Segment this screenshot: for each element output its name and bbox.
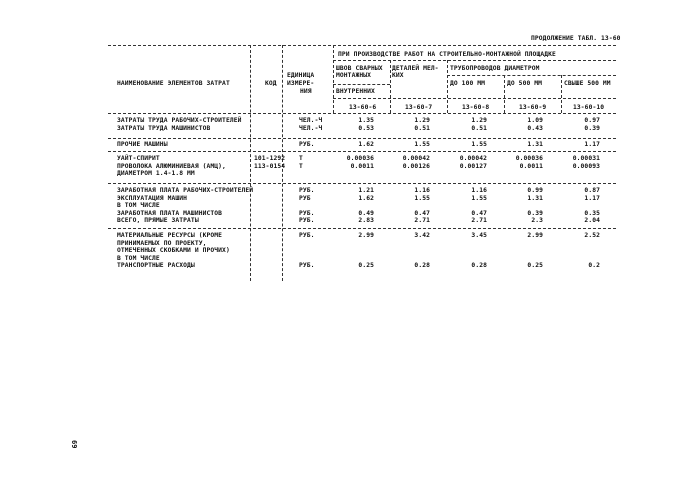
column-code-1: 13-60-6 (349, 104, 377, 111)
header-sub1-line-2: МОНТАЖНЫХ (336, 72, 372, 79)
row-name: ЗАТРАТЫ ТРУДА МАШИНИСТОВ (117, 124, 211, 132)
row-unit: РУБ. (299, 232, 315, 239)
row-value-3: 1.16 (471, 187, 487, 194)
row-value-1: 0.0011 (350, 162, 374, 170)
row-value-3: 0.00042 (459, 155, 487, 162)
row-name: ЗАРАБОТНАЯ ПЛАТА РАБОЧИХ-СТРОИТЕЛЕЙ (117, 187, 254, 194)
row-value-5: 2.04 (584, 217, 600, 225)
row-value-4: 1.31 (527, 141, 543, 148)
rule-sub1 (333, 84, 390, 85)
header-sub1-inner: ВНУТРЕННИХ (336, 88, 375, 95)
row-value-5: 0.39 (584, 124, 600, 132)
rule-top (108, 45, 616, 46)
row-value-1: 0.53 (358, 124, 374, 132)
row-value-1: 0.00036 (346, 155, 374, 162)
header-unit-line-1: ЕДИНИЦА (287, 72, 315, 79)
row-value-3: 1.29 (471, 117, 487, 124)
row-value-5: 0.35 (584, 209, 600, 217)
vrule-5 (447, 60, 448, 113)
row-name: УАЙТ-СПИРИТ (117, 155, 160, 162)
rule-section-4 (108, 228, 616, 229)
row-unit: ЧЕЛ.-Ч (299, 117, 323, 124)
row-value-2: 0.28 (414, 262, 430, 270)
row-name: ОТМЕЧЕННЫХ СКОБКАМИ И ПРОЧИХ) (117, 247, 230, 255)
row-value-4: 0.0011 (519, 162, 543, 170)
row-unit: РУБ (299, 194, 311, 202)
row-value-3: 1.55 (471, 194, 487, 202)
row-value-5: 1.17 (584, 141, 600, 148)
header-sub3-col-3: СВЫШЕ 500 ММ (564, 80, 611, 87)
row-value-4: 2.99 (527, 232, 543, 239)
row-unit: РУБ. (299, 209, 315, 217)
row-value-4: 0.99 (527, 187, 543, 194)
row-value-4: 2.3 (531, 217, 543, 225)
header-sub3-col-1: ДО 100 ММ (450, 80, 486, 87)
rule-section-1 (108, 138, 616, 139)
row-code: 113-0154 (254, 162, 286, 170)
row-value-5: 1.17 (584, 194, 600, 202)
header-unit-line-2: ИЗМЕРЕ- (287, 80, 315, 87)
row-name: МАТЕРИАЛЬНЫЕ РЕСУРСЫ (КРОМЕ (117, 232, 223, 239)
row-value-3: 2.71 (471, 217, 487, 225)
header-sub2-line-2: КИХ (392, 72, 404, 79)
rule-sub3 (447, 75, 616, 76)
row-value-5: 0.00093 (572, 162, 600, 170)
header-sub3-title: ТРУБОПРОВОДОВ ДИАМЕТРОМ (450, 65, 540, 72)
row-value-5: 0.87 (584, 187, 600, 194)
row-value-2: 0.00126 (402, 162, 430, 170)
row-name: ВСЕГО, ПРЯМЫЕ ЗАТРАТЫ (117, 217, 199, 225)
row-unit: РУБ. (299, 141, 315, 148)
row-unit: РУБ. (299, 187, 315, 194)
header-name-column: НАИМЕНОВАНИЕ ЭЛЕМЕНТОВ ЗАТРАТ (117, 80, 230, 87)
row-value-5: 0.00031 (572, 155, 600, 162)
row-value-1: 0.49 (358, 209, 374, 217)
row-value-2: 1.55 (414, 141, 430, 148)
row-value-3: 3.45 (471, 232, 487, 239)
header-group-title: ПРИ ПРОИЗВОДСТВЕ РАБОТ НА СТРОИТЕЛЬНО-МОНТАЖНОЙ ПЛОЩАДКЕ (338, 51, 556, 58)
row-value-3: 0.00127 (459, 162, 487, 170)
row-value-3: 0.47 (471, 209, 487, 217)
row-value-2: 1.16 (414, 187, 430, 194)
header-sub3-col-2: ДО 500 ММ (507, 80, 543, 87)
row-unit: ЧЕЛ.-Ч (299, 124, 323, 132)
header-code-column: КОД (265, 80, 277, 87)
row-value-3: 1.55 (471, 141, 487, 148)
continuation-label: ПРОДОЛЖЕНИЕ ТАБЛ. 13-60 (531, 35, 621, 42)
row-value-2: 0.51 (414, 124, 430, 132)
row-unit: РУБ. (299, 262, 315, 270)
row-unit: Т (299, 155, 303, 162)
column-code-3: 13-60-8 (462, 104, 490, 111)
row-value-2: 3.42 (414, 232, 430, 239)
rule-section-2 (108, 151, 616, 152)
rule-group (333, 60, 616, 61)
row-value-4: 1.09 (527, 117, 543, 124)
row-value-5: 0.97 (584, 117, 600, 124)
row-value-1: 2.83 (358, 217, 374, 225)
row-name: ПРОЧИЕ МАШИНЫ (117, 141, 168, 148)
row-value-1: 2.99 (358, 232, 374, 239)
row-name: ПРИНИМАЕМЫХ ПО ПРОЕКТУ, (117, 239, 207, 247)
row-value-2: 1.55 (414, 194, 430, 202)
row-value-4: 1.31 (527, 194, 543, 202)
row-code: 101-1292 (254, 155, 286, 162)
row-name: ЭКСПЛУАТАЦИЯ МАШИН (117, 194, 188, 202)
row-value-5: 2.52 (584, 232, 600, 239)
row-value-2: 0.00042 (402, 155, 430, 162)
row-value-3: 0.28 (471, 262, 487, 270)
row-value-4: 0.00036 (515, 155, 543, 162)
row-value-1: 0.25 (358, 262, 374, 270)
row-value-1: 1.21 (358, 187, 374, 194)
row-value-3: 0.51 (471, 124, 487, 132)
row-name: ЗАРАБОТНАЯ ПЛАТА МАШИНИСТОВ (117, 209, 223, 217)
vrule-4 (390, 60, 391, 113)
column-code-5: 13-60-10 (573, 104, 605, 111)
row-name: В ТОМ ЧИСЛЕ (117, 254, 160, 262)
row-value-2: 2.71 (414, 217, 430, 225)
header-sub2-line-1: ДЕТАЛЕЙ МЕЛ- (392, 65, 439, 72)
row-name: ПРОВОЛОКА АЛЮМИНИЕВАЯ (АМЦ), (117, 162, 226, 170)
row-value-4: 0.43 (527, 124, 543, 132)
row-name: ТРАНСПОРТНЫЕ РАСХОДЫ (117, 262, 195, 270)
row-name: В ТОМ ЧИСЛЕ (117, 202, 160, 210)
rule-header-mid (333, 98, 616, 99)
row-value-1: 1.35 (358, 117, 374, 124)
rule-section-3 (108, 183, 616, 184)
vrule-1 (250, 45, 251, 281)
column-code-4: 13-60-9 (519, 104, 547, 111)
row-unit: РУБ. (299, 217, 315, 225)
rule-header-bottom (108, 113, 616, 114)
vrule-7 (561, 75, 562, 113)
header-sub1-line-1: ШВОВ СВАРНЫХ (336, 65, 383, 72)
row-value-4: 0.25 (527, 262, 543, 270)
row-value-2: 0.47 (414, 209, 430, 217)
page-number: 69 (70, 440, 78, 449)
header-unit-line-3: НИЯ (300, 88, 312, 95)
row-value-1: 1.62 (358, 194, 374, 202)
vrule-3 (333, 45, 334, 113)
vrule-6 (504, 75, 505, 113)
row-name: ДИАМЕТРОМ 1.4-1.8 ММ (117, 170, 195, 178)
row-value-1: 1.62 (358, 141, 374, 148)
row-value-5: 0.2 (588, 262, 600, 270)
row-value-4: 0.39 (527, 209, 543, 217)
row-name: ЗАТРАТЫ ТРУДА РАБОЧИХ-СТРОИТЕЛЕЙ (117, 117, 242, 124)
row-value-2: 1.29 (414, 117, 430, 124)
column-code-2: 13-60-7 (405, 104, 433, 111)
row-unit: Т (299, 162, 303, 170)
